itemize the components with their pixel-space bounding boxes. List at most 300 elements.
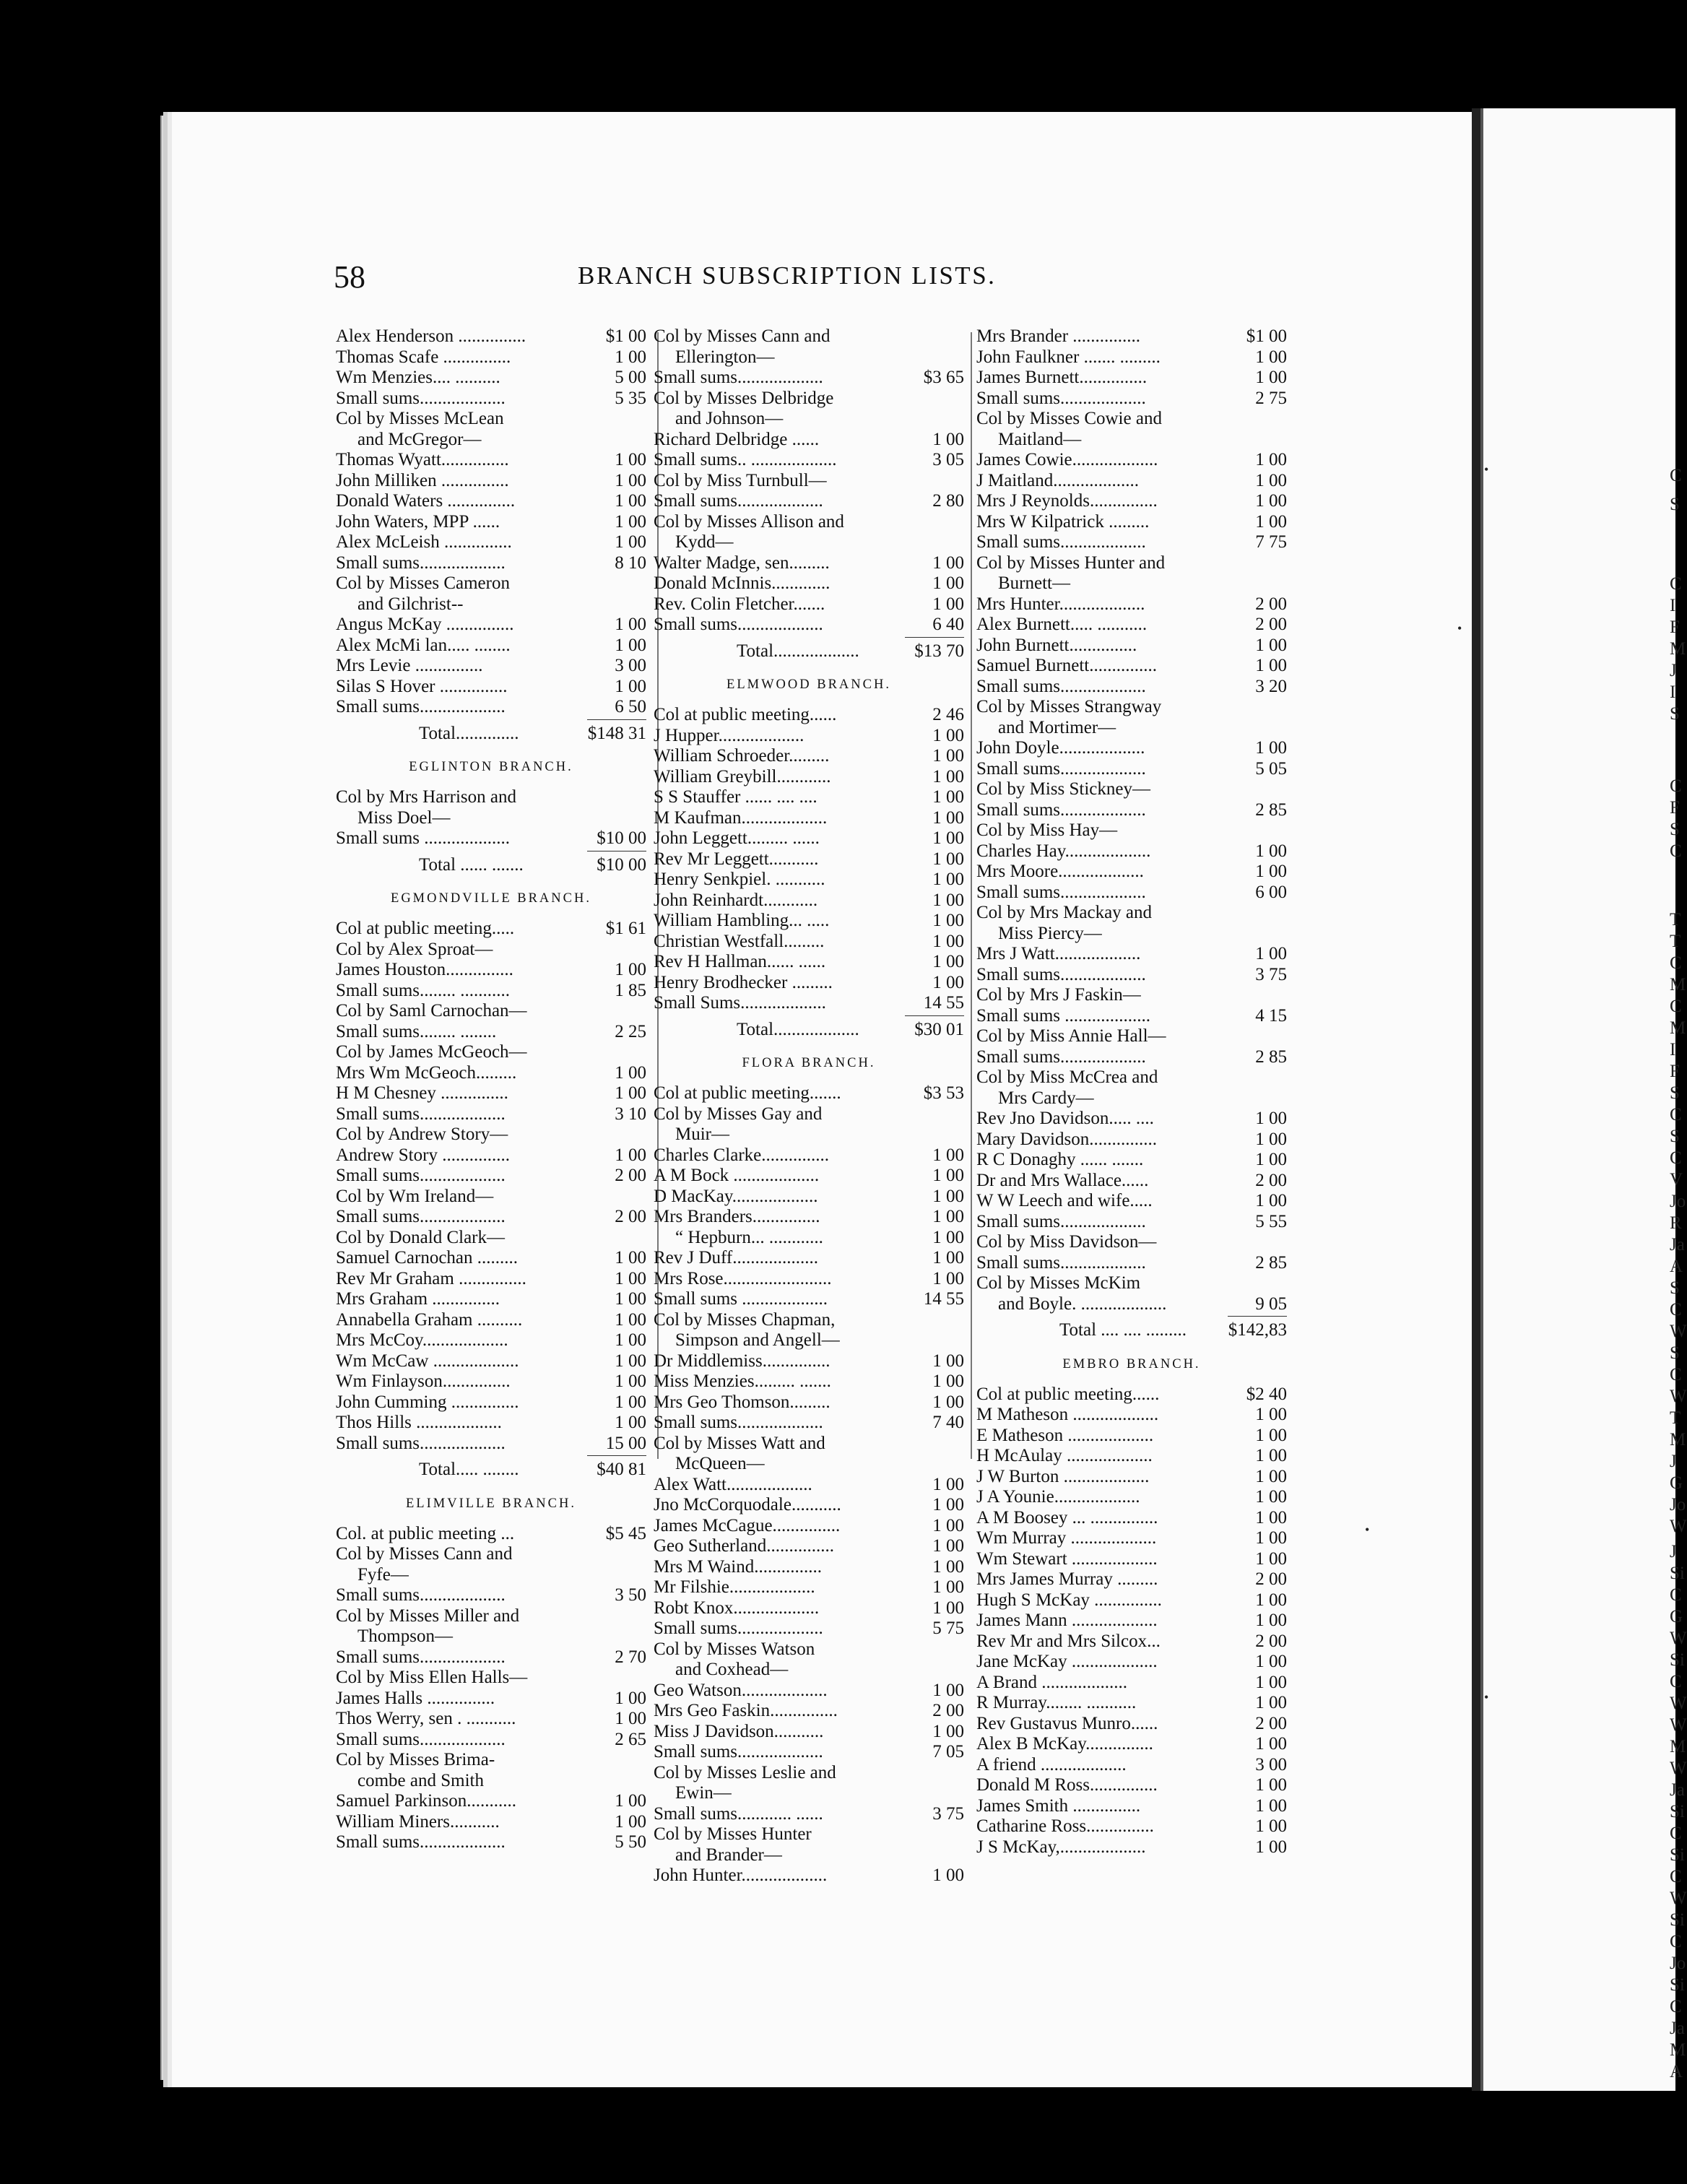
entry-row (976, 800, 1287, 821)
entry-name: John Milliken ............... (336, 470, 509, 490)
page-title: BRANCH SUBSCRIPTION LISTS. (578, 261, 997, 290)
entry-row (654, 1660, 964, 1681)
facing-page-letter: M (1670, 1430, 1686, 1450)
entry-row (976, 1026, 1287, 1047)
margin-mark: • (1365, 1522, 1370, 1537)
entry-name: Mary Davidson............... (976, 1129, 1157, 1149)
entry-row (976, 471, 1287, 492)
entry-name: Col at public meeting....... (654, 1083, 841, 1103)
entry-row (976, 1294, 1287, 1315)
facing-page-letter: W (1670, 1715, 1687, 1735)
entry-name: E Matheson ................... (976, 1425, 1154, 1445)
entry-row (654, 1722, 964, 1743)
entry-name: and Coxhead— (675, 1660, 789, 1679)
entry-row (654, 1577, 964, 1598)
entry-row (336, 491, 646, 512)
entry-row (336, 1124, 646, 1145)
entry-amount: 1 00 (615, 347, 646, 367)
entry-row (976, 738, 1287, 759)
entry-name: Miss Menzies......... ....... (654, 1372, 831, 1391)
entry-row (976, 326, 1287, 347)
entry-row (336, 615, 646, 636)
entry-row (336, 1001, 646, 1022)
entry-name: Ewin— (675, 1783, 732, 1803)
entry-row (336, 1269, 646, 1290)
entry-row (336, 1166, 646, 1187)
entry-row (654, 808, 964, 829)
entry-name: Jane McKay ................... (976, 1652, 1158, 1671)
entry-name: Donald Waters ............... (336, 491, 516, 511)
entry-name: S S Stauffer ...... .... .... (654, 787, 818, 807)
entry-name: Small sums ................... (336, 828, 510, 848)
entry-amount: 1 00 (1255, 1734, 1287, 1754)
entry-row (976, 636, 1287, 656)
entry-row (654, 450, 964, 471)
entry-row (654, 615, 964, 636)
facing-page-letter: J (1670, 1542, 1677, 1561)
entry-row (336, 573, 646, 594)
facing-page-letter: C (1670, 1105, 1682, 1124)
total-amount: $10 00 (597, 854, 646, 875)
entry-name: J W Burton ................... (976, 1466, 1150, 1486)
entry-amount: 2 85 (1255, 800, 1287, 820)
entry-amount: 1 00 (615, 1083, 646, 1103)
entry-row (654, 1845, 964, 1866)
entry-amount: 1 00 (1255, 1466, 1287, 1486)
entry-row (654, 1330, 964, 1351)
entry-name: “ Hepburn... ............ (675, 1227, 823, 1247)
entry-row (976, 965, 1287, 986)
entry-name: Small sums................... (976, 800, 1146, 820)
facing-page-letter: C (1670, 1672, 1682, 1691)
entry-amount: 1 00 (1255, 1837, 1287, 1857)
facing-page-letter: F (1670, 798, 1680, 818)
entry-row (976, 656, 1287, 677)
entry-amount: 1 00 (1255, 1672, 1287, 1692)
facing-page-letter: V (1670, 1170, 1683, 1190)
entry-row (654, 952, 964, 973)
entry-row (654, 1783, 964, 1804)
entry-row (976, 1067, 1287, 1088)
entry-amount: 1 00 (932, 1372, 964, 1391)
entry-row (654, 1248, 964, 1269)
entry-amount: 1 00 (615, 1688, 646, 1708)
entry-amount: 2 80 (932, 491, 964, 511)
total-amount: $142,83 (1228, 1320, 1287, 1340)
entry-name: Small Sums................... (654, 993, 826, 1013)
entry-row (654, 1392, 964, 1413)
entry-amount: 2 00 (1255, 594, 1287, 614)
entry-row (976, 512, 1287, 533)
entry-amount: 14 55 (923, 1289, 964, 1309)
entry-row (976, 820, 1287, 841)
entry-amount: 2 00 (1255, 1713, 1287, 1733)
facing-page-letter: S (1670, 820, 1680, 839)
facing-page-letter: C (1670, 574, 1682, 594)
facing-page-letter: C (1670, 1867, 1682, 1886)
entry-row (976, 532, 1287, 553)
entry-row (336, 326, 646, 347)
entry-amount: 1 00 (932, 890, 964, 910)
entry-amount: 1 00 (615, 470, 646, 490)
entry-name: W W Leech and wife..... (976, 1191, 1153, 1210)
entry-row (976, 903, 1287, 924)
entry-amount: 1 00 (932, 1351, 964, 1371)
entry-row (336, 1351, 646, 1372)
entry-name: Col by Miss McCrea and (976, 1067, 1158, 1087)
entry-amount: 1 00 (1255, 1611, 1287, 1630)
entry-name: Miss J Davidson........... (654, 1721, 824, 1741)
entry-name: James McCague............... (654, 1515, 841, 1535)
entry-name: Col by Misses Delbridge (654, 388, 834, 408)
entry-name: Col by Misses Leslie and (654, 1762, 836, 1782)
entry-amount: 1 00 (932, 1268, 964, 1288)
facing-page-letter: W (1670, 1759, 1687, 1778)
entry-row (336, 1207, 646, 1228)
entry-amount: 1 00 (1255, 450, 1287, 469)
entry-amount: 1 00 (1255, 944, 1287, 963)
entry-amount: 1 00 (1255, 1405, 1287, 1424)
entry-row (336, 1730, 646, 1751)
entry-row (654, 1310, 964, 1331)
entry-row (336, 450, 646, 471)
entry-amount: $3 65 (923, 368, 964, 387)
entry-name: Mrs W Kilpatrick ......... (976, 511, 1150, 532)
entry-name: R Murray........ ........... (976, 1693, 1137, 1712)
entry-name: Dr and Mrs Wallace...... (976, 1170, 1149, 1190)
entry-name: Angus McKay ............... (336, 615, 514, 634)
entry-row (976, 1508, 1287, 1529)
entry-amount: 2 25 (615, 1021, 646, 1041)
entry-row (336, 1022, 646, 1043)
entry-row (976, 759, 1287, 780)
entry-amount: 3 05 (932, 450, 964, 469)
entry-name: Wm McCaw ................... (336, 1351, 519, 1371)
entry-amount: 1 00 (1255, 1487, 1287, 1507)
facing-page-letter: Jo (1670, 1192, 1686, 1211)
entry-amount: 7 05 (932, 1742, 964, 1762)
entry-row (976, 1191, 1287, 1212)
entry-name: Col by Misses Allison and (654, 511, 844, 532)
entry-amount: $5 45 (605, 1523, 646, 1543)
entry-row (654, 1454, 964, 1475)
entry-name: Mrs J Reynolds............... (976, 491, 1158, 511)
entry-amount: 7 40 (932, 1413, 964, 1432)
entry-name: Rev. Colin Fletcher....... (654, 594, 825, 614)
facing-page-letter: Ja (1670, 1235, 1685, 1254)
entry-row (654, 1269, 964, 1290)
entry-name: Simpson and Angell— (675, 1330, 840, 1350)
entry-name: Col by Misses Brima- (336, 1750, 495, 1769)
entry-name: R C Donaghy ...... ....... (976, 1150, 1144, 1169)
entry-amount: $10 00 (597, 828, 646, 848)
entry-amount: 2 00 (1255, 615, 1287, 634)
facing-page-letter: Ja (1670, 1780, 1685, 1800)
entry-name: Rev H Hallman...... ...... (654, 952, 826, 971)
facing-page-letter: C (1670, 1300, 1682, 1320)
entry-name: McQueen— (675, 1454, 765, 1473)
entry-amount: 3 75 (1255, 964, 1287, 984)
entry-name: Small sums................... (976, 676, 1146, 696)
entry-row (654, 870, 964, 890)
entry-row (336, 1413, 646, 1434)
entry-name: Small sums........ ........ (336, 1021, 497, 1041)
entry-row (976, 1006, 1287, 1027)
entry-amount: 1 00 (1255, 511, 1287, 532)
entry-amount: 3 20 (1255, 676, 1287, 696)
entry-amount: 1 00 (932, 828, 964, 848)
entry-amount: 1 00 (615, 1372, 646, 1391)
entry-name: Col by Misses Cowie and (976, 409, 1162, 428)
entry-name: Wm Stewart ................... (976, 1548, 1158, 1569)
facing-page-letter: C (1670, 1932, 1682, 1951)
total-label: Total................... (737, 1019, 859, 1039)
entry-amount: 1 00 (615, 960, 646, 979)
entry-name: Mrs Cardy— (998, 1088, 1094, 1108)
entry-amount: 1 00 (932, 1556, 964, 1577)
entry-row (654, 1598, 964, 1619)
entry-amount: 1 00 (615, 1062, 646, 1083)
entry-name: Alex McLeish ............... (336, 532, 512, 552)
entry-row (654, 347, 964, 368)
entry-row (976, 924, 1287, 945)
total-amount: $13 70 (914, 641, 964, 661)
entry-name: Small sums................... (976, 1211, 1146, 1231)
entry-name: Col by Misses Cann and (336, 1544, 513, 1564)
facing-page-letter: J (1670, 1452, 1677, 1471)
entry-name: H M Chesney ............... (336, 1083, 508, 1103)
entry-name: Col by Mrs Mackay and (976, 903, 1153, 922)
entry-name: A friend ................... (976, 1754, 1127, 1774)
entry-row (336, 1434, 646, 1455)
entry-name: James Houston............... (336, 960, 513, 979)
entry-amount: 1 00 (615, 1248, 646, 1268)
entry-name: Small sums................... (654, 368, 823, 387)
entry-row (654, 911, 964, 932)
facing-page-letter: Si (1670, 1650, 1685, 1670)
entry-name: Small sums................... (654, 491, 823, 511)
entry-row (654, 326, 964, 347)
entry-name: Thos Werry, sen . ........... (336, 1709, 516, 1728)
entry-row (976, 883, 1287, 904)
entry-row (336, 1145, 646, 1166)
entry-amount: $1 00 (605, 326, 646, 346)
entry-row (654, 787, 964, 808)
entry-amount: 1 00 (932, 1248, 964, 1268)
entry-row (654, 532, 964, 553)
entry-amount: 2 70 (615, 1647, 646, 1667)
facing-page-letter: C (1670, 1148, 1682, 1168)
entry-amount: 1 00 (1255, 368, 1287, 387)
entry-amount: 1 00 (932, 972, 964, 992)
entry-name: Fyfe— (357, 1564, 409, 1585)
entry-name: Small sums................... (654, 1618, 823, 1638)
entry-name: Wm Murray ................... (976, 1528, 1157, 1548)
entry-name: Richard Delbridge ...... (654, 429, 820, 449)
entry-name: Mr Filshie................... (654, 1577, 815, 1597)
entry-name: Small sums................... (336, 697, 506, 716)
entry-name: J Hupper................... (654, 725, 805, 745)
entry-name: Small sums................... (976, 388, 1146, 408)
entry-amount: 1 00 (932, 807, 964, 828)
total-amount: $148 31 (587, 723, 646, 743)
entry-name: Rev Mr Graham ............... (336, 1268, 526, 1288)
entry-amount: 1 00 (932, 1495, 964, 1514)
entry-name: John Leggett......... ...... (654, 828, 820, 848)
entry-name: John Waters, MPP ...... (336, 511, 500, 532)
entry-row (976, 1549, 1287, 1570)
entry-name: Donald M Ross............... (976, 1775, 1158, 1795)
entry-row (336, 1647, 646, 1668)
entry-row (336, 594, 646, 615)
total-label: Total..... ........ (419, 1460, 519, 1479)
entry-amount: 1 00 (932, 552, 964, 573)
facing-page-letter: I (1670, 682, 1676, 702)
entry-name: A M Boosey ... ............... (976, 1507, 1158, 1528)
entry-row (654, 828, 964, 849)
entry-name: William Miners........... (336, 1811, 500, 1832)
page-number: 58 (334, 259, 365, 295)
entry-name: Col by Misses Gay and (654, 1104, 823, 1124)
entry-row (654, 767, 964, 788)
entry-name: Samuel Parkinson........... (336, 1791, 516, 1811)
facing-page-letter: M (1670, 639, 1686, 659)
entry-row (654, 1124, 964, 1145)
entry-row (654, 1187, 964, 1208)
entry-row (654, 471, 964, 492)
entry-row (336, 1083, 646, 1104)
entry-amount: 1 00 (1255, 470, 1287, 490)
facing-page-letter: G (1670, 1607, 1683, 1626)
facing-page-letter: C (1670, 1824, 1682, 1843)
entry-amount: 1 00 (932, 1392, 964, 1412)
entry-row (336, 553, 646, 574)
entry-amount: 6 00 (1255, 882, 1287, 902)
entry-row (654, 1145, 964, 1166)
entry-amount: 1 00 (932, 1680, 964, 1700)
total-row (654, 1020, 964, 1041)
facing-page-letter: C (1670, 841, 1682, 861)
entry-name: Small sums................... (976, 1252, 1146, 1273)
entry-amount: 1 00 (615, 1791, 646, 1811)
entry-name: Small sums................... (336, 1104, 506, 1124)
entry-name: Jno McCorquodale........... (654, 1495, 841, 1514)
entry-name: Thompson— (357, 1626, 453, 1646)
entry-amount: 1 00 (932, 594, 964, 614)
entry-amount: 1 00 (932, 952, 964, 971)
entry-row (336, 389, 646, 410)
entry-row (336, 1310, 646, 1331)
entry-name: and McGregor— (357, 429, 482, 449)
entry-amount: 2 75 (1255, 388, 1287, 408)
entry-row (654, 973, 964, 994)
entry-name: Thomas Scafe ............... (336, 347, 511, 367)
entry-name: M Kaufman................... (654, 807, 828, 828)
entry-amount: 1 00 (1255, 1652, 1287, 1671)
entry-amount: 1 00 (932, 1186, 964, 1206)
entry-row (654, 1351, 964, 1372)
entry-amount: 1 00 (1255, 738, 1287, 758)
entry-row (976, 1446, 1287, 1467)
column-divider (971, 332, 972, 1459)
entry-name: Col by Misses Hunter and (976, 552, 1166, 573)
entry-amount: 1 00 (932, 1577, 964, 1597)
entry-amount: 1 00 (932, 1227, 964, 1247)
entry-amount: 1 00 (1255, 1191, 1287, 1210)
entry-row (336, 960, 646, 981)
entry-row (976, 615, 1287, 636)
entry-amount: 2 00 (615, 1166, 646, 1185)
entry-row (976, 1652, 1287, 1673)
entry-row (976, 430, 1287, 451)
entry-row (336, 347, 646, 368)
total-row (654, 641, 964, 662)
entry-row (654, 1536, 964, 1557)
entry-amount: $2 40 (1246, 1384, 1287, 1404)
entry-name: Catharine Ross............... (976, 1816, 1154, 1836)
facing-page-letter: F (1670, 1062, 1680, 1081)
entry-name: James Halls ............... (336, 1688, 495, 1708)
total-amount: $30 01 (914, 1019, 964, 1039)
entry-name: Alex B McKay............... (976, 1734, 1153, 1754)
entry-name: Mrs Hunter................... (976, 594, 1145, 614)
entry-row (654, 726, 964, 747)
entry-row (654, 1618, 964, 1639)
entry-name: and Boyle. ................... (998, 1294, 1167, 1314)
entry-row (336, 1585, 646, 1606)
entry-row (336, 368, 646, 389)
entry-name: Col by Miss Davidson— (976, 1232, 1157, 1252)
entry-name: James Mann ................... (976, 1611, 1158, 1630)
total-amount: $40 81 (597, 1460, 646, 1479)
entry-name: Col by Miss Ellen Halls— (336, 1668, 528, 1687)
entry-amount: 1 00 (1255, 491, 1287, 511)
entry-row (336, 1791, 646, 1812)
entry-amount: $1 61 (605, 919, 646, 938)
total-row (336, 855, 646, 876)
entry-row (336, 1668, 646, 1689)
entry-row (654, 849, 964, 870)
entry-amount: 1 00 (932, 849, 964, 869)
entry-name: Col by Misses Chapman, (654, 1309, 836, 1330)
entry-row (976, 1673, 1287, 1694)
entry-amount: 14 55 (923, 993, 964, 1013)
facing-page-letter: Si (1670, 1802, 1685, 1821)
entry-row (654, 1475, 964, 1496)
list-column-2 (654, 326, 964, 1886)
entry-name: Mrs Brander ............... (976, 326, 1141, 346)
entry-name: Col at public meeting..... (336, 919, 515, 938)
entry-name: Mrs Rose........................ (654, 1268, 832, 1288)
margin-mark: • (1484, 462, 1489, 477)
entry-name: Thomas Wyatt............... (336, 450, 509, 469)
facing-page-letter: T (1670, 1408, 1681, 1428)
entry-amount: 1 00 (932, 911, 964, 930)
entry-name: J Maitland................... (976, 470, 1139, 490)
entry-row (654, 1372, 964, 1392)
entry-row (336, 1771, 646, 1792)
entry-row (336, 1832, 646, 1853)
entry-row (654, 594, 964, 615)
entry-amount: 1 00 (615, 1392, 646, 1412)
entry-name: J A Younie................... (976, 1487, 1140, 1507)
entry-name: Wm Finlayson............... (336, 1372, 511, 1391)
entry-row (654, 1824, 964, 1845)
entry-name: Silas S Hover ............... (336, 676, 508, 696)
facing-page-edge (1480, 108, 1483, 2091)
entry-row (336, 636, 646, 656)
entry-amount: 9 05 (1255, 1294, 1287, 1314)
